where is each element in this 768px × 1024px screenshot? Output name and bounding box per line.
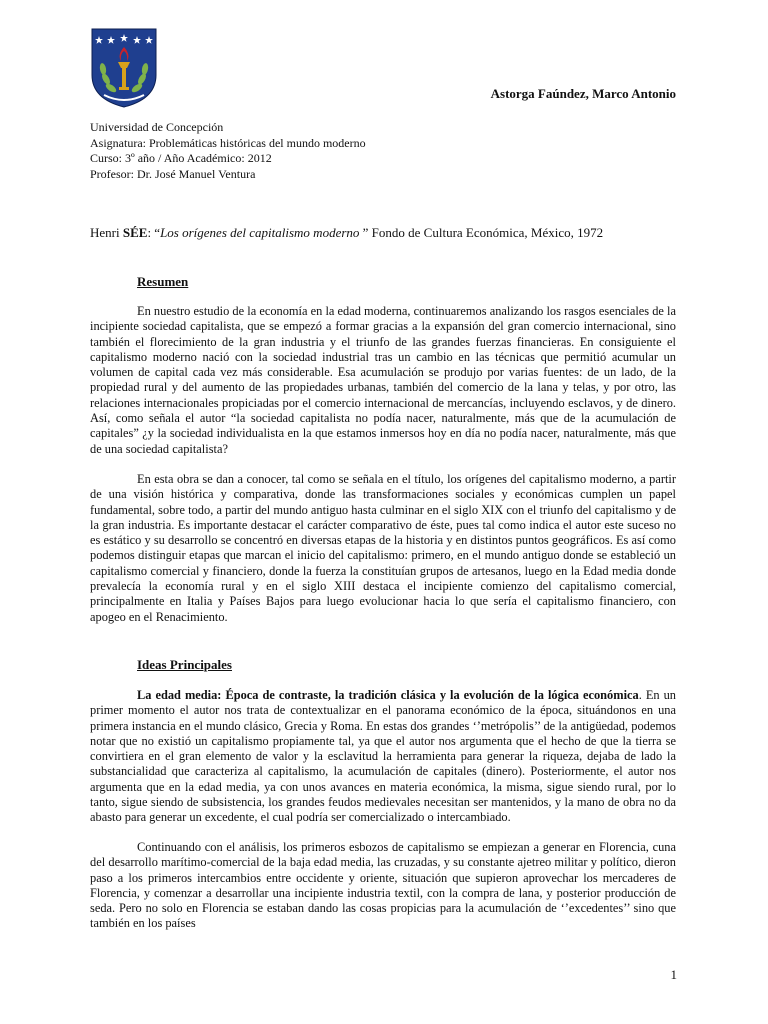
summary-paragraph-2: En esta obra se dan a conocer, tal como se señala en el título, los orígenes del capitalismo moderno, a partir de una visión histórica y comparativa, donde las transformaciones sociales y económicas cumplen un papel fundamental, sobre todo, a partir del mundo antiguo hasta culminar en el siglo XIX con el triunfo del capitalismo y de la gran industria. Es importante destacar el carácter comparativo de éste, pues tal como indica el autor este suceso no es estático y su desarrollo se concentró en diversas etapas de la historia y en distintos puntos geográficos. Es así como podemos distinguir etapas que marcan el inicio del capitalismo: primero, en el mundo antiguo donde se estableció un capitalismo comercial y financiero, donde la fuerza la constituían grupos de artesanos, luego en la Edad media donde prevalecía la economía rural y en el siglo XIII destaca el incipiente comienzo del capitalismo comercial, principalmente en Italia y Países Bajos para luego evolucionar hacia lo que sería el capitalismo financiero, con apogeo en el Renacimiento. xyxy=(90,472,676,624)
course-info xyxy=(90,120,366,182)
author-name: Astorga Faúndez, Marco Antonio xyxy=(490,86,676,101)
ref-title: Los orígenes del capitalismo moderno xyxy=(160,225,360,240)
summary-paragraph-1: En nuestro estudio de la economía en la edad moderna, continuaremos analizando los rasgos esenciales de la incipiente sociedad capitalista, que se empezó a formar gracias a la expansión del gran comercio internacional, sino también el florecimiento de la gran industria y el triunfo de las grandes fuerzas financieras. En consiguiente el capitalismo moderno nació con la sociedad industrial tras un cambio en las técnicas que permitió acumular un volumen de capital cada vez más considerable. Esa acumulación se produjo por varias fuentes: de un lado, de la propiedad rural y del aumento de las propiedades urbanas, también del comercio de la lana y telas, y por otro, las relaciones internacionales propiciadas por el comercio internacional de mercancías, incluyendo esclavos, y de dinero. Así, como señala el autor “la sociedad capitalista no podía nacer, naturalmente, más que de la acumulación de capitales” ¿y la sociedad individualista en la que estamos inmersos hoy en día no podía nacer, naturalmente, más que de una sociedad capitalista? xyxy=(90,304,676,456)
university-seal xyxy=(90,27,158,109)
subject-line: Asignatura: Problemáticas históricas del mundo moderno xyxy=(90,135,366,150)
course-line: Curso: 3º año / Año Académico: 2012 xyxy=(90,151,272,165)
ref-publisher: ” Fondo de Cultura Económica, México, 1972 xyxy=(359,225,604,240)
ref-author-last: SÉE xyxy=(122,225,148,240)
ideas-heading: Ideas Principales xyxy=(137,657,232,672)
summary-heading: Resumen xyxy=(137,274,189,289)
university-line: Universidad de Concepción xyxy=(90,120,224,134)
ideas-paragraph-1 xyxy=(90,688,676,826)
ideas-paragraph-1-lead: La edad media: Época de contraste, la tradición clásica y la evolución de la lógica económica xyxy=(137,688,639,702)
ideas-paragraph-1-body: . En un primer momento el autor nos trata de contextualizar en el panorama económico de la época, situándonos en una primera instancia en el mundo clásico, Grecia y Roma. En estas dos grandes ‘’metrópolis’’ de la antigüedad, podemos notar que no existió un capitalismo propiamente tal, ya que el autor nos argumenta que el hecho de que la tierra se convirtiera en el gran elemento de valor y la esclavitud la herramienta para generar la riqueza, dejaba de lado la substancialidad que caracteriza al capitalismo, la acumulación de capitales (dinero). Posteriormente, el autor nos argumenta que en la edad media, ya con unos avances en materia económica, la misma, sigue siendo rural, por lo tanto, sigue siendo de subsistencia, los grandes feudos medievales necesitan ser mantenidos, y la mano de obra no da abasto para generar un excedente, el cual podría ser comercializado o intercambiado. xyxy=(90,688,676,825)
page-number: 1 xyxy=(670,967,677,982)
ref-author-first: Henri xyxy=(90,225,123,240)
professor-line: Profesor: Dr. José Manuel Ventura xyxy=(90,166,256,181)
book-reference xyxy=(90,225,690,241)
ref-sep: : “ xyxy=(147,225,161,240)
ideas-paragraph-2: Continuando con el análisis, los primeros esbozos de capitalismo se empiezan a generar en Florencia, cuna del desarrollo marítimo-comercial de la baja edad media, las cruzadas, y su constante ajetreo militar y político, dieron paso a los primeros intercambios entre occidente y oriente, situación que supieron aprovechar los mercaderes de Florencia, y comenzar a desarrollar una incipiente industria textil, con la compra de lana, y posterior producción de seda. Pero no solo en Florencia se estaban dando las cosas propicias para la acumulación de ‘’excedentes’’ sino que también en los países xyxy=(90,840,676,931)
